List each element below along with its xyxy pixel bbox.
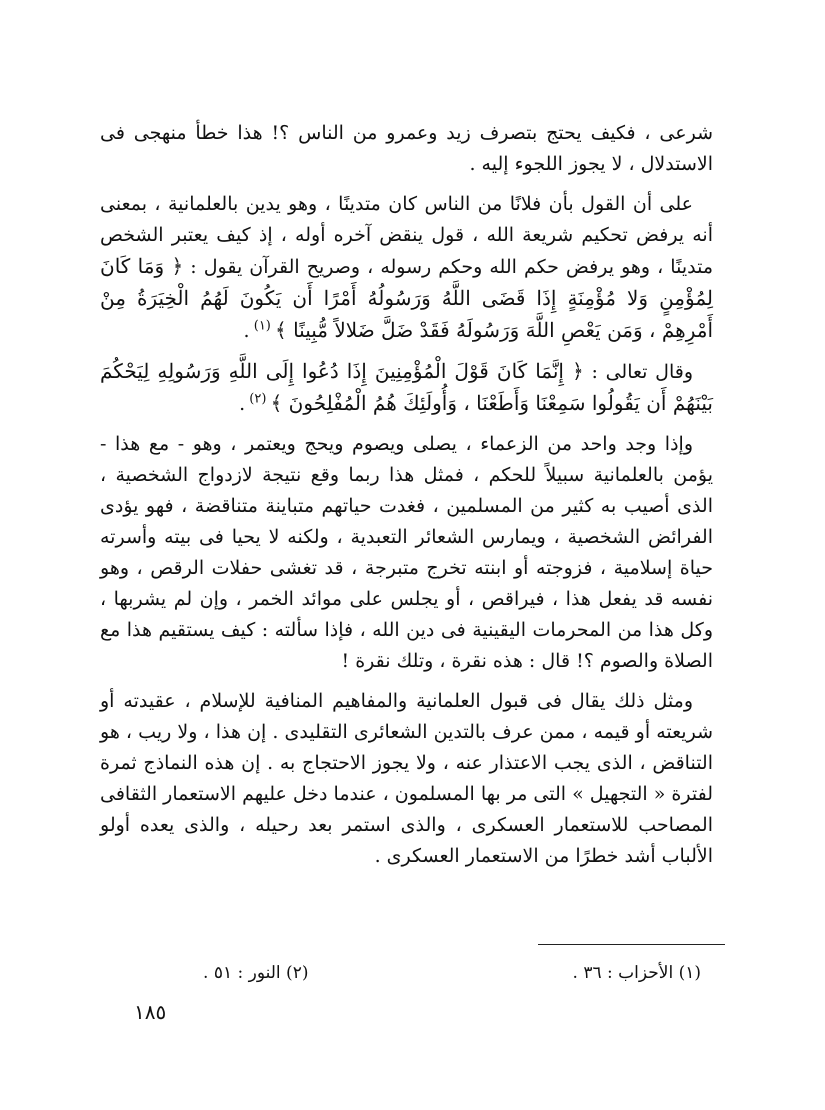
footnote-ref-1: (١)	[249, 318, 276, 334]
paragraph-text: .	[239, 393, 246, 415]
footnote-ref-2: (٢)	[245, 391, 271, 407]
page-number: ١٨٥	[134, 1000, 167, 1024]
quran-verse-ahzab: ﴿ وَمَا كَانَ لِمُؤْمِنٍ وَلا مُؤْمِنَةٍ إِذَا قَضَى اللَّهُ وَرَسُولُهُ أَمْرًا أَن يَكُونَ لَهُمُ الْخِيَرَةُ مِنْ أَمْرِهِمْ ، وَمَن يَعْصِ اللَّهَ وَرَسُولَهُ فَقَدْ ضَلَّ ضَلالاً مُّبِينًا ﴾	[100, 254, 713, 342]
footnote-1: (١) الأحزاب : ٣٦ .	[572, 963, 701, 983]
paragraph-text: شرعى ، فكيف يحتج بتصرف زيد وعمرو من الناس ؟! هذا خطأ منهجى فى الاستدلال ، لا يجوز اللجوء إليه .	[100, 122, 713, 175]
paragraph-text: على أن القول بأن فلانًا من الناس كان متدينًا ، وهو يدين بالعلمانية ، بمعنى أنه يرفض تحكيم شريعة الله ، قول ينقض آخره أوله ، إذ كيف يعتبر الشخص متدينًا ، وهو يرفض حكم الله وحكم رسوله ، وصريح القرآن يقول :	[100, 193, 714, 278]
body-text	[100, 118, 713, 881]
paragraph-3	[100, 356, 713, 420]
footnote-2: (٢) النور : ٥١ .	[203, 963, 309, 983]
paragraph-text: وقال تعالى :	[583, 361, 694, 383]
paragraph-text: ومثل ذلك يقال فى قبول العلمانية والمفاهيم المنافية للإسلام ، عقيدته أو شريعته أو قيمه ، ممن عرف بالتدين الشعائرى التقليدى . إن هذا ، ولا ريب ، هو التناقض ، الذى يجب الاعتذار عنه ، ولا يجوز الاحتجاج به . إن هذه النماذج ثمرة لفترة « التجهيل » التى مر بها المسلمون ، عندما دخل عليهم الاستعمار الثقافى المصاحب للاستعمار العسكرى ، والذى استمر بعد رحيله ، والذى يعده أولو الألباب أشد خطرًا من الاستعمار العسكرى .	[100, 690, 713, 867]
paragraph-1	[100, 118, 713, 180]
quran-verse-nur: ﴿ إِنَّمَا كَانَ قَوْلَ الْمُؤْمِنِينَ إِذَا دُعُوا إِلَى اللَّهِ وَرَسُولِهِ لِيَحْكُمَ بَيْنَهُمْ أَن يَقُولُوا سَمِعْنَا وَأَطَعْنَا ، وَأُولَئِكَ هُمُ الْمُفْلِحُونَ ﴾	[100, 359, 713, 415]
paragraph-text: .	[243, 320, 250, 342]
paragraph-text: وإذا وجد واحد من الزعماء ، يصلى ويصوم ويحج ويعتمر ، وهو - مع هذا - يؤمن بالعلمانية سبيلاً للحكم ، فمثل هذا ربما وقع نتيجة لازدواج الشخصية ، الذى أصيب به كثير من المسلمين ، فغدت حياتهم متباينة متناقضة ، فهو يؤدى الفرائض الشخصية ، ويمارس الشعائر التعبدية ، ولكنه لا يحيا فى بيته وأسرته حياة إسلامية ، فزوجته أو ابنته تخرج متبرجة ، قد تغشى حفلات الرقص ، وهو نفسه قد يفعل هذا ، فيراقص ، أو يجلس على موائد الخمر ، وإن لم يشربها ، وكل هذا من المحرمات اليقينية فى دين الله ، فإذا سألته : كيف يستقيم هذا مع الصلاة والصوم ؟! قال : هذه نقرة ، وتلك نقرة !	[100, 433, 713, 672]
paragraph-5	[100, 686, 713, 872]
footnote-divider	[538, 944, 725, 945]
paragraph-2	[100, 189, 713, 347]
paragraph-4	[100, 429, 713, 677]
